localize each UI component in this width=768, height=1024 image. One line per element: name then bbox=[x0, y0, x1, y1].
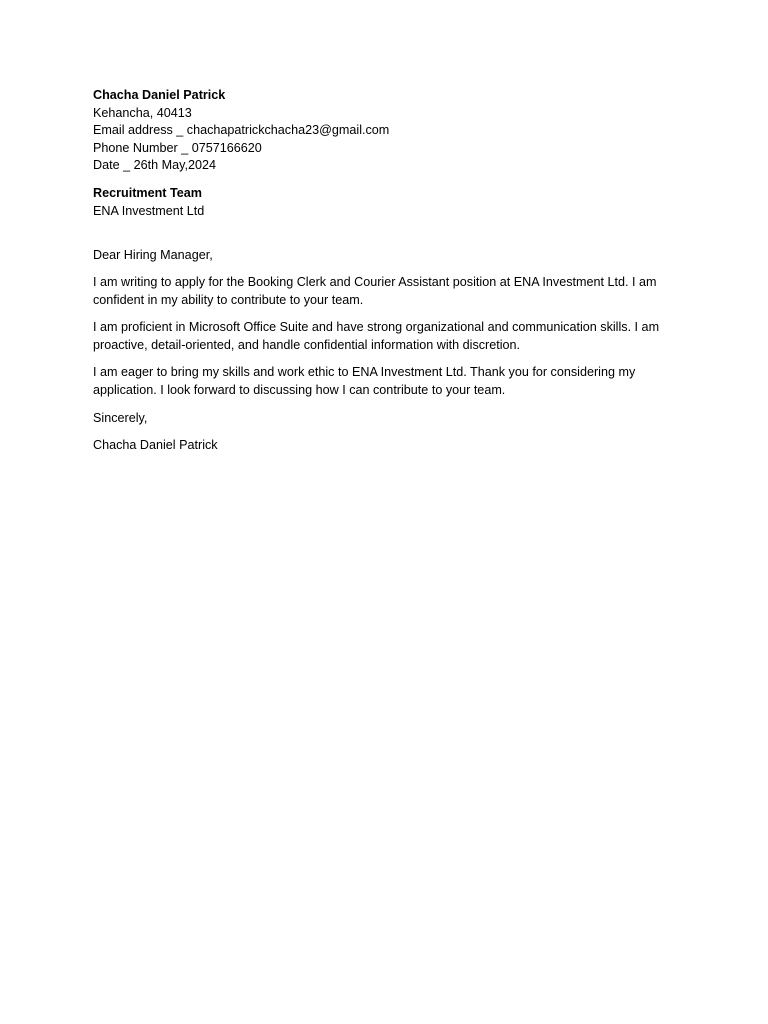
sender-email: Email address _ chachapatrickchacha23@gmail.com bbox=[93, 123, 390, 138]
recipient-company: ENA Investment Ltd bbox=[93, 203, 205, 218]
salutation: Dear Hiring Manager, bbox=[93, 248, 213, 263]
letter-body bbox=[93, 87, 683, 454]
closing: Sincerely, bbox=[93, 410, 148, 425]
sender-name: Chacha Daniel Patrick bbox=[93, 88, 226, 102]
signature: Chacha Daniel Patrick bbox=[93, 437, 218, 452]
sender-phone: Phone Number _ 0757166620 bbox=[93, 140, 262, 155]
paragraph-2: I am proficient in Microsoft Office Suite and have strong organizational and communication skills. I am proactive, detail-oriented, and handle confidential information with discretion. bbox=[93, 320, 660, 353]
paragraph-3: I am eager to bring my skills and work ethic to ENA Investment Ltd. Thank you for considering my application. I look forward to discussing how I can contribute to your team. bbox=[93, 365, 636, 398]
recipient-block bbox=[93, 185, 683, 220]
sender-address: Kehancha, 40413 bbox=[93, 105, 192, 120]
letter-date: Date _ 26th May,2024 bbox=[93, 158, 216, 173]
paragraph-1: I am writing to apply for the Booking Clerk and Courier Assistant position at ENA Investment Ltd. I am confident in my ability to contribute to your team. bbox=[93, 275, 657, 308]
recipient-team: Recruitment Team bbox=[93, 185, 202, 200]
sender-block bbox=[93, 87, 683, 175]
